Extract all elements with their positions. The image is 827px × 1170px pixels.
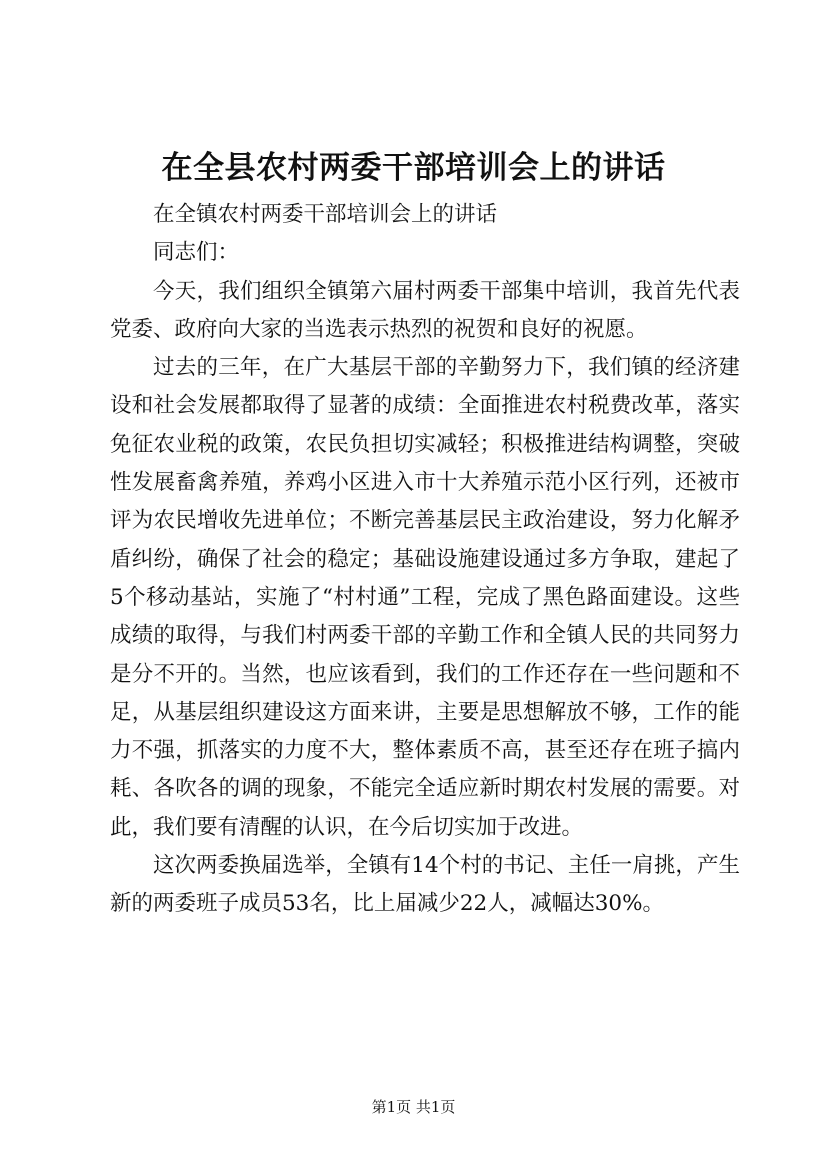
document-body [110, 196, 740, 924]
page-number-footer: 第1页 共1页 [371, 1098, 456, 1116]
body-paragraph: 这次两委换届选举，全镇有14个村的书记、主任一肩挑，产生新的两委班子成员53名，比上届减少22人，减幅达30%。 [110, 853, 740, 917]
document-title: 在全县农村两委干部培训会上的讲话 [161, 150, 666, 186]
subtitle-paragraph: 在全镇农村两委干部培训会上的讲话 [153, 202, 498, 227]
body-paragraph: 过去的三年，在广大基层干部的辛勤努力下，我们镇的经济建设和社会发展都取得了显著的成绩：全面推进农村税费改革，落实免征农业税的政策，农民负担切实减轻；积极推进结构调整，突破性发展畜禽养殖，养鸡小区进入市十大养殖示范小区行列，还被市评为农民增收先进单位；不断完善基层民主政治建设，努力化解矛盾纠纷，确保了社会的稳定；基础设施建设通过多方争取，建起了5个移动基站，实施了“村村通”工程，完成了黑色路面建设。这些成绩的取得，与我们村两委干部的辛勤工作和全镇人民的共同努力是分不开的。当然，也应该看到，我们的工作还存在一些问题和不足，从基层组织建设这方面来讲，主要是思想解放不够，工作的能力不强，抓落实的力度不大，整体素质不高，甚至还存在班子搞内耗、各吹各的调的现象，不能完全适应新时期农村发展的需要。对此，我们要有清醒的认识，在今后切实加于改进。 [110, 355, 740, 840]
body-paragraph: 今天，我们组织全镇第六届村两委干部集中培训，我首先代表党委、政府向大家的当选表示热烈的祝贺和良好的祝愿。 [110, 278, 740, 342]
salutation-paragraph: 同志们： [153, 240, 240, 266]
